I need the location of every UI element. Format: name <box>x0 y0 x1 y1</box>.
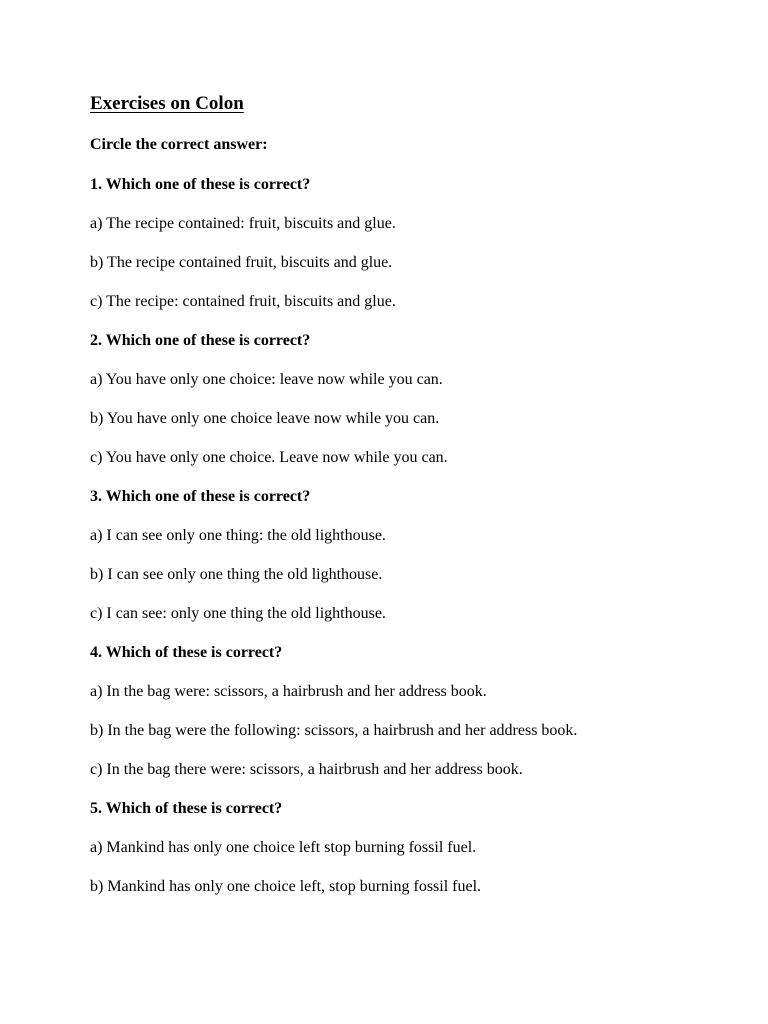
question-1-option-b: b) The recipe contained fruit, biscuits and glue. <box>90 254 393 271</box>
question-3-option-b: b) I can see only one thing the old lighthouse. <box>90 566 383 583</box>
question-5-option-b: b) Mankind has only one choice left, stop burning fossil fuel. <box>90 878 482 895</box>
question-2: 2. Which one of these is correct? <box>90 332 311 349</box>
question-1-option-a: a) The recipe contained: fruit, biscuits and glue. <box>90 215 396 232</box>
question-2-option-b: b) You have only one choice leave now while you can. <box>90 410 440 427</box>
question-2-option-c: c) You have only one choice. Leave now while you can. <box>90 449 448 466</box>
question-4: 4. Which of these is correct? <box>90 644 283 661</box>
question-5-option-a: a) Mankind has only one choice left stop burning fossil fuel. <box>90 839 477 856</box>
question-1: 1. Which one of these is correct? <box>90 176 311 193</box>
question-3-option-c: c) I can see: only one thing the old lighthouse. <box>90 605 386 622</box>
question-4-option-a: a) In the bag were: scissors, a hairbrush and her address book. <box>90 683 487 700</box>
question-2-option-a: a) You have only one choice: leave now while you can. <box>90 371 443 388</box>
question-1-option-c: c) The recipe: contained fruit, biscuits and glue. <box>90 293 396 310</box>
instruction: Circle the correct answer: <box>90 136 268 153</box>
question-3-option-a: a) I can see only one thing: the old lighthouse. <box>90 527 386 544</box>
page-title: Exercises on Colon <box>90 93 244 114</box>
question-3: 3. Which one of these is correct? <box>90 488 311 505</box>
question-4-option-b: b) In the bag were the following: scissors, a hairbrush and her address book. <box>90 722 578 739</box>
question-4-option-c: c) In the bag there were: scissors, a hairbrush and her address book. <box>90 761 523 778</box>
question-5: 5. Which of these is correct? <box>90 800 283 817</box>
